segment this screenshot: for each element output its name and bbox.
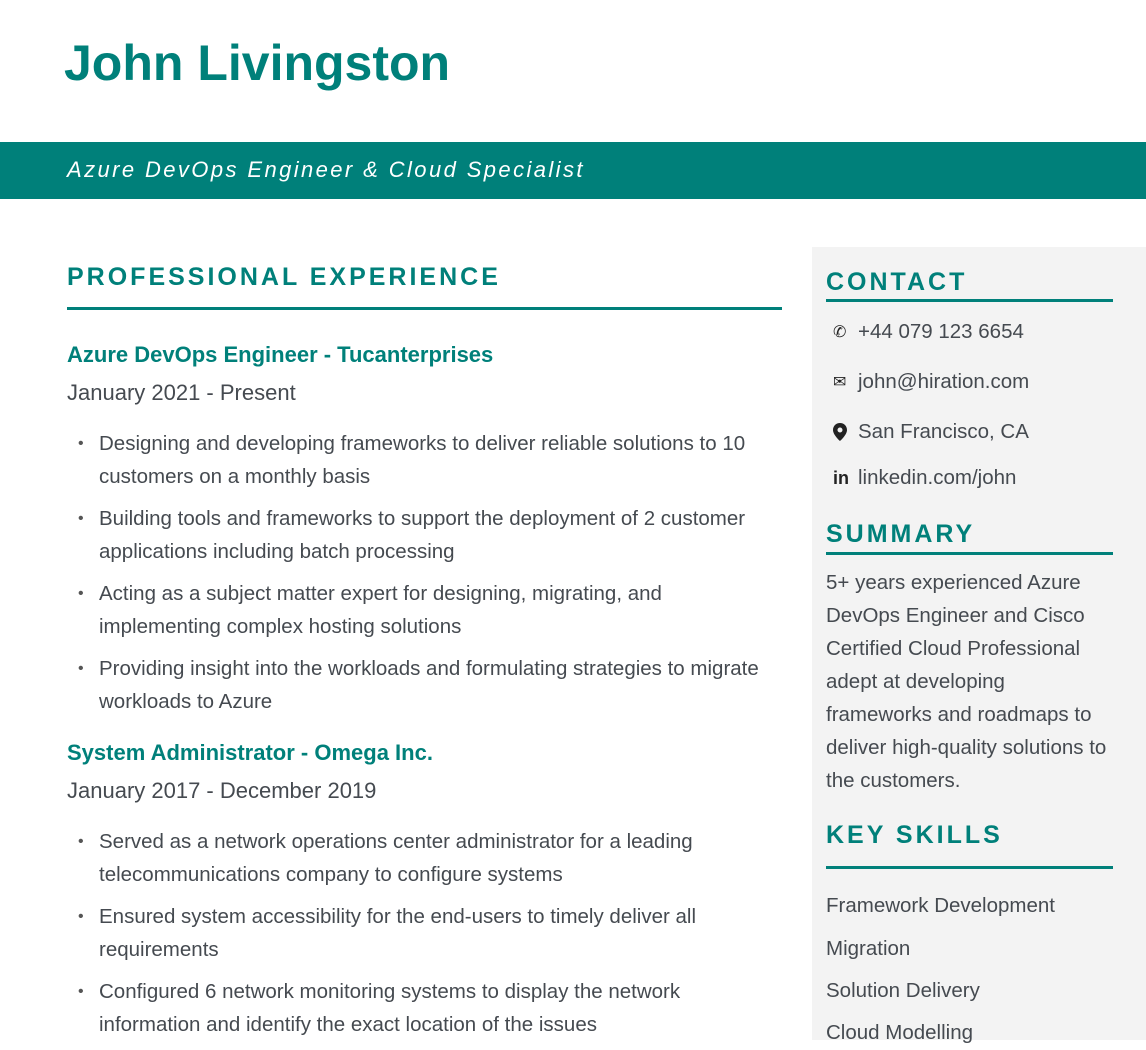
summary-text: 5+ years experienced Azure DevOps Engineer and Cisco Certified Cloud Professional adept at developing frameworks and roadmaps to deliver high-quality solutions to the customers. [826, 571, 1107, 792]
envelope-icon: ✉ [833, 374, 847, 391]
bullet-item: • Building tools and frameworks to support the deployment of 2 customer applications including batch processing [67, 502, 782, 568]
job-entry [67, 738, 782, 1050]
job-title: Azure DevOps Engineer - Tucanterprises [67, 342, 494, 367]
contact-linkedin [826, 463, 1016, 493]
contact-location [826, 417, 1029, 447]
summary-heading: SUMMARY [826, 520, 976, 548]
skill-item: Solution Delivery [826, 979, 980, 1002]
job-dates: January 2021 - Present [67, 380, 296, 405]
job-title: Azure DevOps Engineer & Cloud Specialist [67, 157, 585, 182]
bullet-item: • Acting as a subject matter expert for designing, migrating, and implementing complex hosting solutions [67, 577, 782, 643]
bullet-item: • Served as a network operations center administrator for a leading telecommunications company to configure systems [67, 825, 782, 891]
bullet-item: • Providing insight into the workloads and formulating strategies to migrate workloads to Azure [67, 652, 782, 718]
bullet-item: • Ensured system accessibility for the end-users to timely deliver all requirements [67, 900, 782, 966]
linkedin-text: linkedin.com/john [858, 466, 1017, 489]
job-dates: January 2017 - December 2019 [67, 778, 377, 803]
divider [67, 307, 782, 310]
skills-heading: KEY SKILLS [826, 821, 1003, 849]
candidate-name: John Livingston [64, 35, 451, 91]
job-entry [67, 340, 782, 727]
phone-icon: ✆ [833, 324, 847, 341]
skill-item: Cloud Modelling [826, 1021, 974, 1044]
experience-heading: PROFESSIONAL EXPERIENCE [67, 263, 501, 291]
bullet-item: • Designing and developing frameworks to deliver reliable solutions to 10 customers on a monthly basis [67, 427, 782, 493]
skill-item: Framework Development [826, 894, 1055, 917]
divider [826, 552, 1113, 555]
divider [826, 299, 1113, 302]
contact-email [826, 367, 1029, 397]
phone-text: +44 079 123 6654 [858, 320, 1024, 343]
divider [826, 866, 1113, 869]
location-text: San Francisco, CA [858, 420, 1029, 443]
contact-phone [826, 317, 1024, 347]
skill-item: Migration [826, 937, 911, 960]
linkedin-icon: in [833, 467, 849, 488]
email-text: john@hiration.com [858, 370, 1030, 393]
contact-heading: CONTACT [826, 268, 968, 296]
map-pin-icon [826, 423, 858, 441]
bullet-item: • Configured 6 network monitoring systems to display the network information and identify the exact location of the issues [67, 975, 782, 1041]
job-title: System Administrator - Omega Inc. [67, 740, 433, 765]
